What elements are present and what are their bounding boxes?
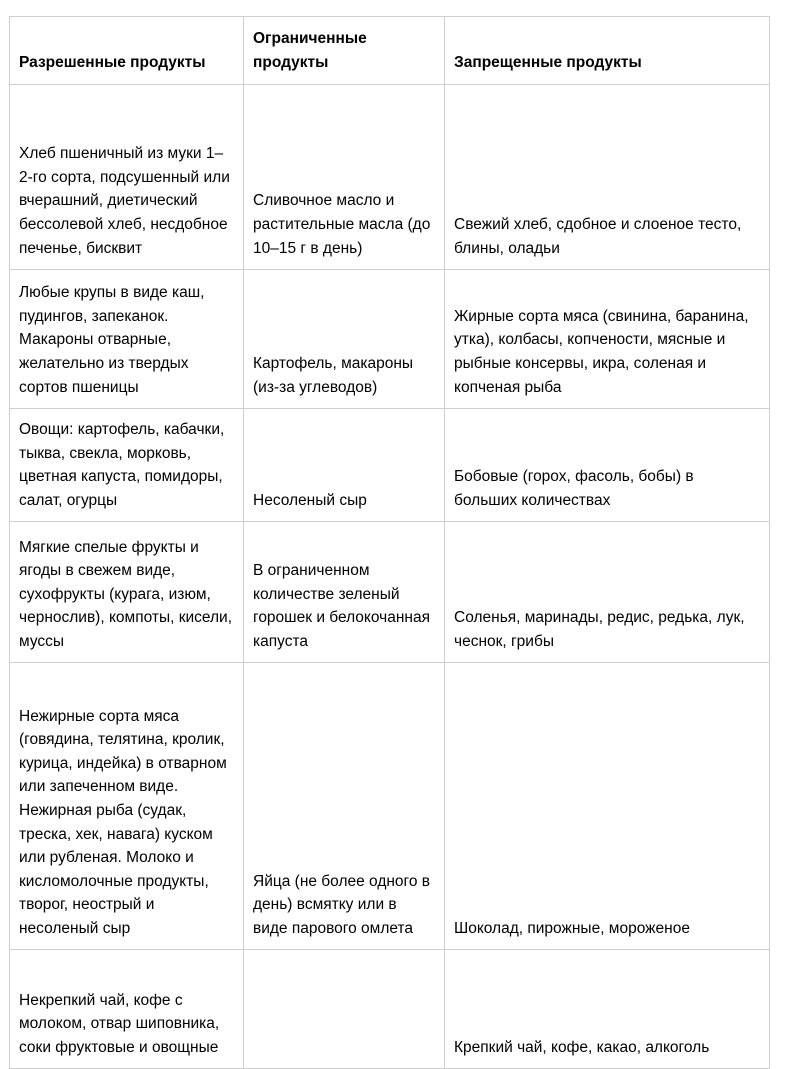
cell-limited xyxy=(244,950,445,1069)
table-row xyxy=(10,409,770,522)
cell-limited: Сливочное масло и растительные масла (до 10–15 г в день) xyxy=(244,85,445,270)
table-row xyxy=(10,270,770,409)
cell-forbidden: Бобовые (горох, фасоль, бобы) в больших количествах xyxy=(445,409,770,522)
cell-limited: Картофель, макароны (из-за углеводов) xyxy=(244,270,445,409)
cell-allowed: Нежирные сорта мяса (говядина, телятина, кролик, курица, индейка) в отварном или запеченном виде. Нежирная рыба (судак, треска, хек, навага) куском или рубленая. Молоко и кисломолочные продукты, творог, неострый и несоленый сыр xyxy=(10,663,244,950)
cell-allowed: Овощи: картофель, кабачки, тыква, свекла, морковь, цветная капуста, помидоры, салат, огурцы xyxy=(10,409,244,522)
column-header-allowed: Разрешенные продукты xyxy=(10,17,244,85)
cell-limited: В ограниченном количестве зеленый горошек и белокочанная капуста xyxy=(244,522,445,663)
table-row xyxy=(10,522,770,663)
cell-limited: Несоленый сыр xyxy=(244,409,445,522)
table-header xyxy=(10,17,770,85)
cell-forbidden: Соленья, маринады, редис, редька, лук, чеснок, грибы xyxy=(445,522,770,663)
table-header-row xyxy=(10,17,770,85)
table-body xyxy=(10,85,770,1069)
column-header-forbidden: Запрещенные продукты xyxy=(445,17,770,85)
table-row xyxy=(10,663,770,950)
cell-forbidden: Свежий хлеб, сдобное и слоеное тесто, блины, оладьи xyxy=(445,85,770,270)
cell-forbidden: Шоколад, пирожные, мороженое xyxy=(445,663,770,950)
cell-forbidden: Крепкий чай, кофе, какао, алкоголь xyxy=(445,950,770,1069)
column-header-limited: Ограниченные продукты xyxy=(244,17,445,85)
cell-allowed: Мягкие спелые фрукты и ягоды в свежем виде, сухофрукты (курага, изюм, чернослив), компоты, кисели, муссы xyxy=(10,522,244,663)
cell-allowed: Любые крупы в виде каш, пудингов, запеканок. Макароны отварные, желательно из твердых сортов пшеницы xyxy=(10,270,244,409)
cell-allowed: Некрепкий чай, кофе с молоком, отвар шиповника, соки фруктовые и овощные xyxy=(10,950,244,1069)
cell-allowed: Хлеб пшеничный из муки 1–2-го сорта, подсушенный или вчерашний, диетический бессолевой хлеб, несдобное печенье, бисквит xyxy=(10,85,244,270)
table-row xyxy=(10,85,770,270)
cell-forbidden: Жирные сорта мяса (свинина, баранина, утка), колбасы, копчености, мясные и рыбные консервы, икра, соленая и копченая рыба xyxy=(445,270,770,409)
diet-products-table xyxy=(9,16,770,1069)
cell-limited: Яйца (не более одного в день) всмятку или в виде парового омлета xyxy=(244,663,445,950)
table-row xyxy=(10,950,770,1069)
